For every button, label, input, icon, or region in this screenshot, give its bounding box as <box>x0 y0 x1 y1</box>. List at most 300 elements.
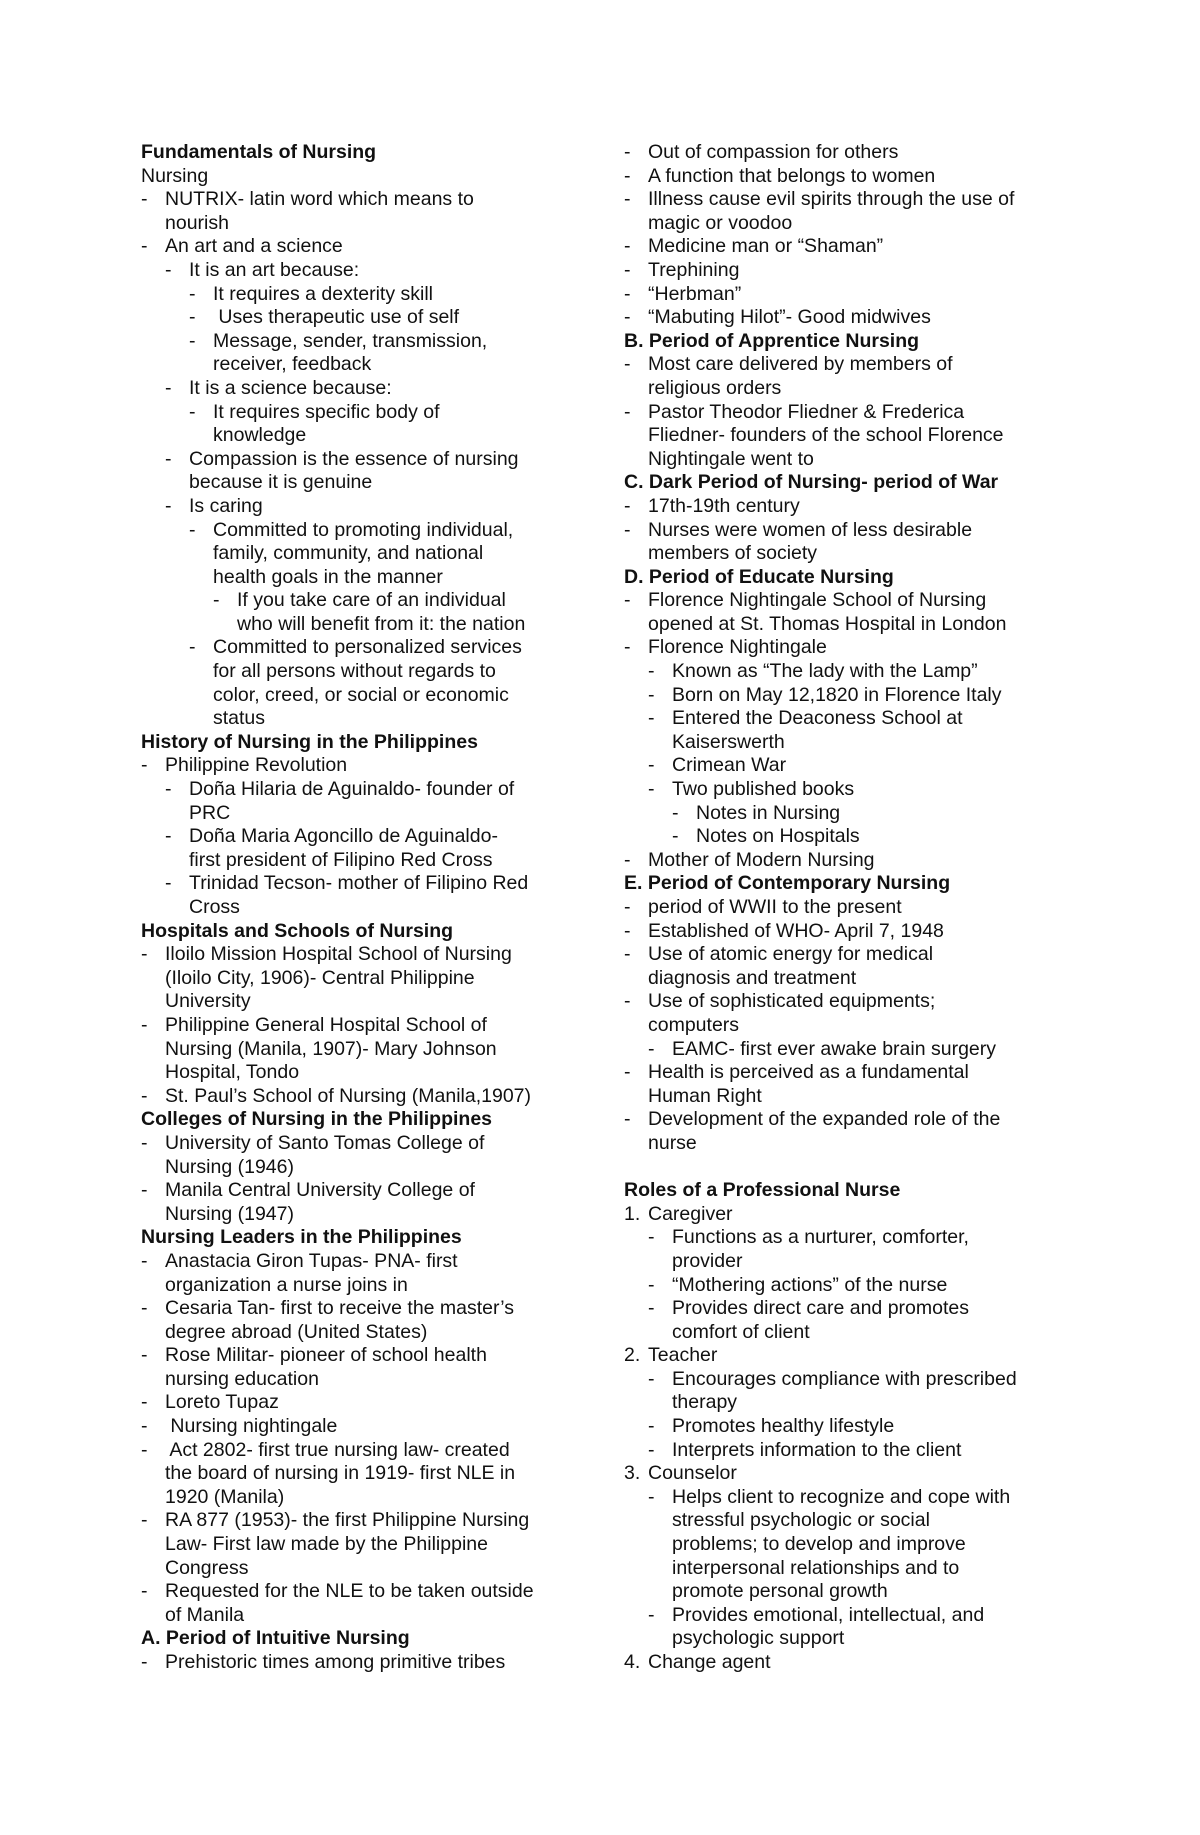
line-text: Nursing nightingale <box>165 1415 338 1438</box>
list-item-continuation <box>141 1038 606 1062</box>
line-text: Doña Hilaria de Aguinaldo- founder of <box>189 778 515 801</box>
line-text: Rose Militar- pioneer of school health <box>165 1344 487 1367</box>
line-text: Law- First law made by the Philippine <box>165 1533 488 1556</box>
line-text: 1920 (Manila) <box>165 1485 285 1508</box>
line-text: Fliedner- founders of the school Florence <box>648 424 1004 447</box>
line-text: Doña Maria Agoncillo de Aguinaldo- <box>189 825 498 848</box>
line-text: Manila Central University College of <box>165 1179 475 1202</box>
bullet-dash: - <box>624 848 631 871</box>
line-text: Nightingale went to <box>648 447 814 470</box>
list-item-continuation <box>141 967 606 991</box>
bullet-dash: - <box>141 1179 148 1202</box>
list-item-continuation <box>141 1203 606 1227</box>
bullet-dash: - <box>189 329 196 352</box>
list-item-continuation <box>141 424 606 448</box>
list-item <box>141 235 606 259</box>
list-item <box>624 495 1089 519</box>
list-item-continuation <box>624 1509 1089 1533</box>
line-text: Nursing (1946) <box>165 1155 294 1178</box>
bullet-dash: - <box>624 306 631 329</box>
line-text: comfort of client <box>672 1320 810 1343</box>
line-text: therapy <box>672 1391 738 1414</box>
bullet-dash: - <box>624 258 631 281</box>
line-text: interpersonal relationships and to <box>672 1556 960 1579</box>
bullet-dash: - <box>165 376 172 399</box>
section-heading <box>141 1226 606 1250</box>
line-text: Compassion is the essence of nursing <box>189 447 519 470</box>
right-column <box>624 141 1089 1675</box>
bullet-dash: - <box>624 1108 631 1131</box>
list-item-continuation <box>624 1533 1089 1557</box>
list-item-continuation <box>141 684 606 708</box>
list-number: 1. <box>624 1202 641 1225</box>
line-text: A. Period of Intuitive Nursing <box>141 1627 410 1650</box>
list-item-continuation <box>624 1557 1089 1581</box>
list-item-continuation <box>624 967 1089 991</box>
line-text: Committed to promoting individual, <box>213 518 514 541</box>
bullet-dash: - <box>648 683 655 706</box>
bullet-dash: - <box>624 164 631 187</box>
line-text: Two published books <box>672 778 855 801</box>
bullet-dash: - <box>624 1061 631 1084</box>
list-item <box>141 778 606 802</box>
list-item-continuation <box>624 377 1089 401</box>
line-text: Hospitals and Schools of Nursing <box>141 919 454 942</box>
list-item-continuation <box>141 1156 606 1180</box>
line-text: Health is perceived as a fundamental <box>648 1061 969 1084</box>
bullet-dash: - <box>141 235 148 258</box>
line-text: degree abroad (United States) <box>165 1320 428 1343</box>
section-heading <box>141 1108 606 1132</box>
line-text: Teacher <box>648 1344 718 1367</box>
list-number: 3. <box>624 1462 641 1485</box>
numbered-item <box>624 1651 1089 1675</box>
line-text: Mother of Modern Nursing <box>648 848 875 871</box>
list-item <box>141 1250 606 1274</box>
list-item <box>141 872 606 896</box>
line-text: University of Santo Tomas College of <box>165 1131 485 1154</box>
line-text: It is a science because: <box>189 376 392 399</box>
bullet-dash: - <box>141 1297 148 1320</box>
line-text: Colleges of Nursing in the Philippines <box>141 1108 493 1131</box>
list-item-continuation <box>141 990 606 1014</box>
bullet-dash: - <box>624 636 631 659</box>
list-item-continuation <box>141 566 606 590</box>
line-text: computers <box>648 1013 740 1036</box>
bullet-dash: - <box>624 353 631 376</box>
bullet-dash: - <box>165 872 172 895</box>
line-text: Message, sender, transmission, <box>213 329 488 352</box>
list-item-continuation <box>624 1085 1089 1109</box>
line-text: Established of WHO- April 7, 1948 <box>648 919 944 942</box>
line-text: (Iloilo City, 1906)- Central Philippine <box>165 966 475 989</box>
bullet-dash: - <box>648 1226 655 1249</box>
list-item <box>624 1604 1089 1628</box>
bullet-dash: - <box>624 400 631 423</box>
list-item <box>624 825 1089 849</box>
line-text: problems; to develop and improve <box>672 1533 966 1556</box>
list-item-continuation <box>624 424 1089 448</box>
section-heading <box>141 1627 606 1651</box>
list-item <box>141 259 606 283</box>
line-text: members of society <box>648 542 818 565</box>
list-item <box>141 1391 606 1415</box>
bullet-dash: - <box>141 1438 148 1461</box>
bullet-dash: - <box>624 282 631 305</box>
list-item-continuation <box>624 1627 1089 1651</box>
line-text: health goals in the manner <box>213 565 443 588</box>
list-item-continuation <box>141 1368 606 1392</box>
line-text: Uses therapeutic use of self <box>213 306 460 329</box>
section-heading <box>624 330 1089 354</box>
line-text: University <box>165 990 251 1013</box>
line-text: E. Period of Contemporary Nursing <box>624 872 951 895</box>
bullet-dash: - <box>648 707 655 730</box>
bullet-dash: - <box>648 778 655 801</box>
line-text: stressful psychologic or social <box>672 1509 930 1532</box>
bullet-dash: - <box>648 754 655 777</box>
list-item <box>141 1344 606 1368</box>
list-item <box>141 283 606 307</box>
line-text: nursing education <box>165 1367 319 1390</box>
list-item-continuation <box>624 1014 1089 1038</box>
line-text: If you take care of an individual <box>237 589 506 612</box>
list-item <box>624 896 1089 920</box>
line-text: Nursing (Manila, 1907)- Mary Johnson <box>165 1037 497 1060</box>
line-text: magic or voodoo <box>648 211 793 234</box>
list-item-continuation <box>141 353 606 377</box>
list-item-continuation <box>141 1274 606 1298</box>
list-item <box>624 353 1089 377</box>
numbered-item <box>624 1203 1089 1227</box>
list-item-continuation <box>141 1462 606 1486</box>
list-item <box>141 825 606 849</box>
line-text: Loreto Tupaz <box>165 1391 279 1414</box>
list-item <box>624 943 1089 967</box>
line-text: It requires a dexterity skill <box>213 282 433 305</box>
blank-line <box>624 1156 1089 1180</box>
bullet-dash: - <box>141 1580 148 1603</box>
list-item <box>141 448 606 472</box>
line-text: Trephining <box>648 258 740 281</box>
line-text: opened at St. Thomas Hospital in London <box>648 612 1007 635</box>
line-text: “Herbman” <box>648 282 742 305</box>
list-item-continuation <box>624 542 1089 566</box>
list-item-continuation <box>624 1132 1089 1156</box>
bullet-dash: - <box>141 188 148 211</box>
line-text: Provides direct care and promotes <box>672 1297 969 1320</box>
line-text: Illness cause evil spirits through the use of <box>648 188 1015 211</box>
line-text: Most care delivered by members of <box>648 353 953 376</box>
line-text: Change agent <box>648 1651 771 1673</box>
line-text: family, community, and national <box>213 542 484 565</box>
bullet-dash: - <box>624 990 631 1013</box>
list-item <box>141 589 606 613</box>
line-text: Entered the Deaconess School at <box>672 707 963 730</box>
line-text: D. Period of Educate Nursing <box>624 565 894 588</box>
list-item <box>624 1486 1089 1510</box>
line-text: Use of atomic energy for medical <box>648 943 934 966</box>
line-text: B. Period of Apprentice Nursing <box>624 329 920 352</box>
line-text: Helps client to recognize and cope with <box>672 1485 1011 1508</box>
list-item <box>141 1415 606 1439</box>
bullet-dash: - <box>189 282 196 305</box>
line-text: status <box>213 707 266 730</box>
list-item <box>624 684 1089 708</box>
line-text: Trinidad Tecson- mother of Filipino Red <box>189 872 529 895</box>
line-text: EAMC- first ever awake brain surgery <box>672 1037 997 1060</box>
list-item-continuation <box>624 212 1089 236</box>
line-text: knowledge <box>213 424 307 447</box>
line-text: period of WWII to the present <box>648 896 902 918</box>
line-text: the board of nursing in 1919- first NLE in <box>165 1462 516 1485</box>
line-text: Hospital, Tondo <box>165 1061 300 1084</box>
line-text: for all persons without regards to <box>213 660 496 683</box>
line-text: Counselor <box>648 1462 737 1485</box>
list-item <box>624 660 1089 684</box>
line-text: Caregiver <box>648 1202 733 1225</box>
list-item <box>624 920 1089 944</box>
line-text: Crimean War <box>672 754 787 777</box>
line-text: Anastacia Giron Tupas- PNA- first <box>165 1249 458 1272</box>
list-item-continuation <box>141 802 606 826</box>
line-text: Committed to personalized services <box>213 636 522 659</box>
list-item-continuation <box>141 896 606 920</box>
line-text: Act 2802- first true nursing law- created <box>165 1438 510 1461</box>
line-text: Nursing Leaders in the Philippines <box>141 1226 462 1249</box>
line-text: Notes in Nursing <box>696 801 841 824</box>
line-text: Functions as a nurturer, comforter, <box>672 1226 969 1249</box>
line-text: Prehistoric times among primitive tribes <box>165 1651 506 1673</box>
bullet-dash: - <box>648 1273 655 1296</box>
list-item-continuation <box>624 613 1089 637</box>
line-text: because it is genuine <box>189 471 373 494</box>
left-column <box>141 141 606 1675</box>
list-item-continuation <box>141 212 606 236</box>
bullet-dash: - <box>141 1084 148 1107</box>
line-text: Florence Nightingale <box>648 636 827 659</box>
bullet-dash: - <box>165 825 172 848</box>
list-item <box>624 778 1089 802</box>
bullet-dash: - <box>648 1037 655 1060</box>
text-line <box>141 165 606 189</box>
bullet-dash: - <box>141 1509 148 1532</box>
line-text: NUTRIX- latin word which means to <box>165 188 474 211</box>
list-item <box>624 1226 1089 1250</box>
numbered-item <box>624 1462 1089 1486</box>
list-item-continuation <box>624 1580 1089 1604</box>
bullet-dash: - <box>624 235 631 258</box>
line-text: Known as “The lady with the Lamp” <box>672 660 978 683</box>
line-text: C. Dark Period of Nursing- period of War <box>624 471 999 494</box>
list-item-continuation <box>624 448 1089 472</box>
list-number: 2. <box>624 1344 641 1367</box>
list-item-continuation <box>141 707 606 731</box>
bullet-dash: - <box>624 896 631 918</box>
list-item <box>141 377 606 401</box>
line-text: History of Nursing in the Philippines <box>141 730 478 753</box>
list-item-continuation <box>624 1250 1089 1274</box>
section-heading <box>624 471 1089 495</box>
bullet-dash: - <box>141 1391 148 1414</box>
line-text: diagnosis and treatment <box>648 966 857 989</box>
bullet-dash: - <box>648 660 655 683</box>
list-item <box>624 188 1089 212</box>
list-item <box>624 1297 1089 1321</box>
line-text: “Mothering actions” of the nurse <box>672 1273 948 1296</box>
section-heading <box>624 872 1089 896</box>
list-item-continuation <box>141 542 606 566</box>
line-text: Promotes healthy lifestyle <box>672 1415 895 1438</box>
list-item <box>141 188 606 212</box>
list-item <box>141 330 606 354</box>
list-item <box>141 943 606 967</box>
line-text: Out of compassion for others <box>648 141 899 163</box>
line-text: promote personal growth <box>672 1580 888 1603</box>
list-item <box>141 1085 606 1109</box>
line-text: RA 877 (1953)- the first Philippine Nursing <box>165 1509 530 1532</box>
line-text: Congress <box>165 1556 249 1579</box>
line-text: first president of Filipino Red Cross <box>189 848 493 871</box>
list-item <box>624 1108 1089 1132</box>
line-text: provider <box>672 1249 743 1272</box>
bullet-dash: - <box>672 801 679 824</box>
bullet-dash: - <box>648 1297 655 1320</box>
list-item-continuation <box>141 613 606 637</box>
line-text: who will benefit from it: the nation <box>237 612 526 635</box>
line-text: Requested for the NLE to be taken outside <box>165 1580 534 1603</box>
list-item-continuation <box>141 471 606 495</box>
line-text: Fundamentals of Nursing <box>141 141 377 163</box>
list-item-continuation <box>141 1557 606 1581</box>
line-text: Medicine man or “Shaman” <box>648 235 884 258</box>
bullet-dash: - <box>141 1131 148 1154</box>
list-item <box>141 1439 606 1463</box>
list-item <box>624 802 1089 826</box>
bullet-dash: - <box>189 306 196 329</box>
line-text: Nursing (1947) <box>165 1202 294 1225</box>
line-text: receiver, feedback <box>213 353 372 376</box>
list-item-continuation <box>141 660 606 684</box>
list-item <box>624 1038 1089 1062</box>
list-item <box>624 1061 1089 1085</box>
line-text: It is an art because: <box>189 258 360 281</box>
bullet-dash: - <box>141 1415 148 1438</box>
line-text: Nurses were women of less desirable <box>648 518 973 541</box>
line-text: Florence Nightingale School of Nursing <box>648 589 987 612</box>
list-item <box>141 1580 606 1604</box>
list-item-continuation <box>141 1061 606 1085</box>
bullet-dash: - <box>672 825 679 848</box>
section-heading <box>624 1179 1089 1203</box>
bullet-dash: - <box>141 1344 148 1367</box>
line-text: Born on May 12,1820 in Florence Italy <box>672 683 1002 706</box>
list-item <box>624 1439 1089 1463</box>
line-text: color, creed, or social or economic <box>213 683 509 706</box>
line-text: It requires specific body of <box>213 400 440 423</box>
list-item-continuation <box>624 1391 1089 1415</box>
bullet-dash: - <box>189 400 196 423</box>
bullet-dash: - <box>165 258 172 281</box>
list-item <box>624 259 1089 283</box>
list-item <box>141 519 606 543</box>
line-text: Nursing <box>141 164 209 187</box>
bullet-dash: - <box>648 1415 655 1438</box>
list-item <box>624 306 1089 330</box>
list-item-continuation <box>141 1604 606 1628</box>
line-text: Cesaria Tan- first to receive the master’s <box>165 1297 514 1320</box>
bullet-dash: - <box>213 589 220 612</box>
list-item <box>624 1368 1089 1392</box>
list-item <box>624 707 1089 731</box>
list-item <box>624 283 1089 307</box>
line-text: psychologic support <box>672 1627 845 1650</box>
line-text: Human Right <box>648 1084 762 1107</box>
line-text: A function that belongs to women <box>648 164 936 187</box>
bullet-dash: - <box>624 141 631 163</box>
list-item <box>624 589 1089 613</box>
list-item <box>624 165 1089 189</box>
line-text: Cross <box>189 896 240 918</box>
line-text: Use of sophisticated equipments; <box>648 990 936 1013</box>
line-text: Kaiserswerth <box>672 730 785 753</box>
list-item <box>624 401 1089 425</box>
bullet-dash: - <box>648 1438 655 1461</box>
list-item <box>141 754 606 778</box>
list-item <box>624 990 1089 1014</box>
bullet-dash: - <box>189 636 196 659</box>
list-item <box>141 306 606 330</box>
bullet-dash: - <box>165 494 172 517</box>
line-text: Encourages compliance with prescribed <box>672 1367 1017 1390</box>
list-item <box>624 754 1089 778</box>
line-text: Pastor Theodor Fliedner & Frederica <box>648 400 965 423</box>
bullet-dash: - <box>141 1249 148 1272</box>
list-item <box>141 1509 606 1533</box>
line-text: Roles of a Professional Nurse <box>624 1179 901 1202</box>
list-item-continuation <box>141 1321 606 1345</box>
line-text: Is caring <box>189 494 263 517</box>
bullet-dash: - <box>141 943 148 966</box>
numbered-item <box>624 1344 1089 1368</box>
list-number: 4. <box>624 1651 641 1673</box>
line-text: Provides emotional, intellectual, and <box>672 1603 985 1626</box>
bullet-dash: - <box>648 1485 655 1508</box>
line-text: of Manila <box>165 1603 245 1626</box>
bullet-dash: - <box>648 1603 655 1626</box>
bullet-dash: - <box>624 589 631 612</box>
bullet-dash: - <box>624 943 631 966</box>
list-item <box>624 849 1089 873</box>
list-item <box>141 636 606 660</box>
list-item <box>624 519 1089 543</box>
list-item <box>141 401 606 425</box>
bullet-dash: - <box>141 754 148 777</box>
line-text: Development of the expanded role of the <box>648 1108 1001 1131</box>
line-text: Philippine General Hospital School of <box>165 1013 487 1036</box>
bullet-dash: - <box>624 919 631 942</box>
bullet-dash: - <box>648 1367 655 1390</box>
line-text: Notes on Hospitals <box>696 825 860 848</box>
bullet-dash: - <box>624 518 631 541</box>
section-heading <box>141 920 606 944</box>
list-item <box>624 235 1089 259</box>
line-text: 17th-19th century <box>648 494 800 517</box>
line-text: PRC <box>189 801 231 824</box>
bullet-dash: - <box>141 1651 148 1673</box>
list-item-continuation <box>624 1321 1089 1345</box>
line-text: Iloilo Mission Hospital School of Nursing <box>165 943 512 966</box>
